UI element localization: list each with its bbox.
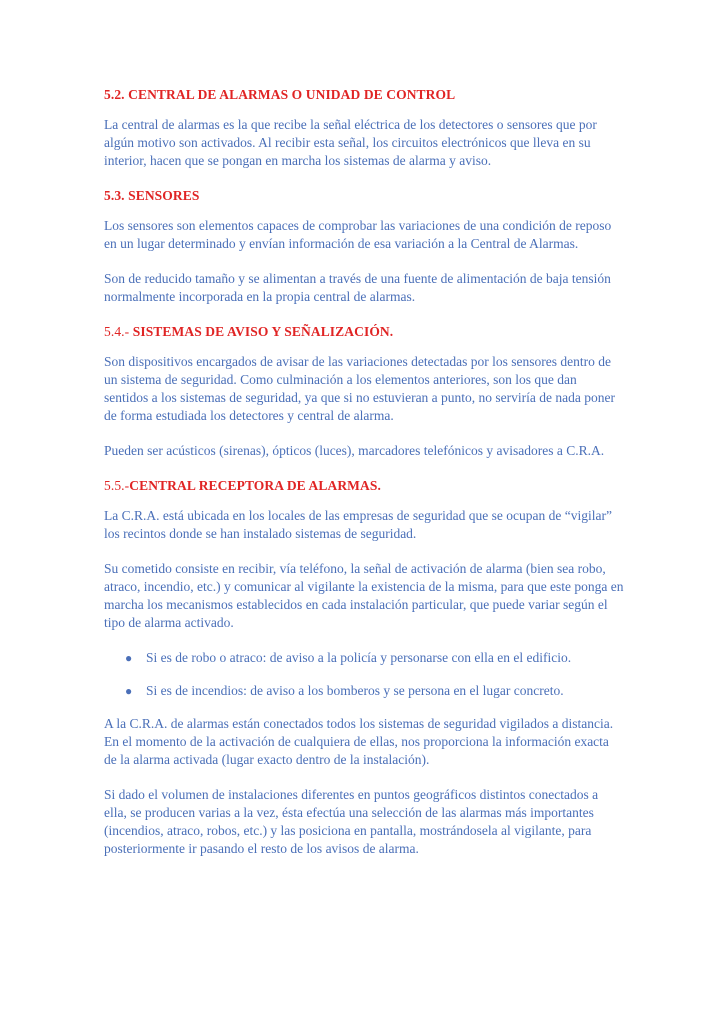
section-heading-5-5: [104, 477, 624, 495]
section-number: 5.5.-: [104, 478, 130, 493]
document-page: [104, 86, 624, 875]
paragraph: Si dado el volumen de instalaciones diferentes en puntos geográficos distintos conectados a ella, se producen varias a la vez, ésta efectúa una selección de las alarmas más importantes (incendios, atraco, robos, etc.) y las posiciona en pantalla, mostrándosela al vigilante, para posteriormente ir pasando el resto de los avisos de alarma.: [104, 787, 599, 856]
paragraph: La central de alarmas es la que recibe la señal eléctrica de los detectores o sensores que por algún motivo son activados. Al recibir esta señal, los circuitos electrónicos que lleva en su interior, hacen que se pongan en marcha los sistemas de alarma y aviso.: [104, 117, 597, 168]
paragraph: Son de reducido tamaño y se alimentan a través de una fuente de alimentación de baja tensión normalmente incorporada en la propia central de alarmas.: [104, 271, 611, 304]
list-item-text: Si es de incendios: de aviso a los bomberos y se persona en el lugar concreto.: [146, 683, 564, 698]
paragraph: A la C.R.A. de alarmas están conectados todos los sistemas de seguridad vigilados a distancia. En el momento de la activación de cualquiera de ellas, nos proporciona la información exacta de la alarma activada (lugar exacto dentro de la instalación).: [104, 716, 614, 767]
paragraph: La C.R.A. está ubicada en los locales de las empresas de seguridad que se ocupan de “vigilar” los recintos donde se han instalado sistemas de seguridad.: [104, 508, 612, 541]
list-item: [104, 649, 624, 667]
section-title: SISTEMAS DE AVISO Y SEÑALIZACIÓN.: [132, 324, 394, 339]
list-item-text: Si es de robo o atraco: de aviso a la policía y personarse con ella en el edificio.: [146, 650, 572, 665]
bullet-list: [104, 649, 624, 700]
section-number: 5.4.-: [104, 324, 133, 339]
bullet-dot-icon: ●: [125, 684, 133, 698]
paragraph: Los sensores son elementos capaces de comprobar las variaciones de una condición de reposo en un lugar determinado y envían información de esa variación a la Central de Alarmas.: [104, 218, 612, 251]
paragraph: Su cometido consiste en recibir, vía teléfono, la señal de activación de alarma (bien sea robo, atraco, incendio, etc.) y comunicar al vigilante la existencia de la misma, para que este ponga en marcha los mecanismos establecidos en cada instalación particular, que puede variar según el tipo de alarma activado.: [104, 561, 624, 630]
section-heading-5-4: [104, 323, 624, 341]
paragraph: Pueden ser acústicos (sirenas), ópticos (luces), marcadores telefónicos y avisadores a C.R.A.: [104, 443, 605, 458]
section-heading-5-2: 5.2. CENTRAL DE ALARMAS O UNIDAD DE CONTROL: [104, 87, 456, 102]
list-item: [104, 682, 624, 700]
bullet-dot-icon: ●: [125, 651, 133, 665]
section-heading-5-3: 5.3. SENSORES: [104, 188, 200, 203]
paragraph: Son dispositivos encargados de avisar de las variaciones detectadas por los sensores dentro de un sistema de seguridad. Como culminación a los elementos anteriores, son los que dan sentidos a los sistemas de seguridad, ya que si no estuvieran a punto, no serviría de nada poner de forma estudiada los detectores y central de alarma.: [104, 354, 615, 423]
section-title: CENTRAL RECEPTORA DE ALARMAS.: [129, 478, 381, 493]
